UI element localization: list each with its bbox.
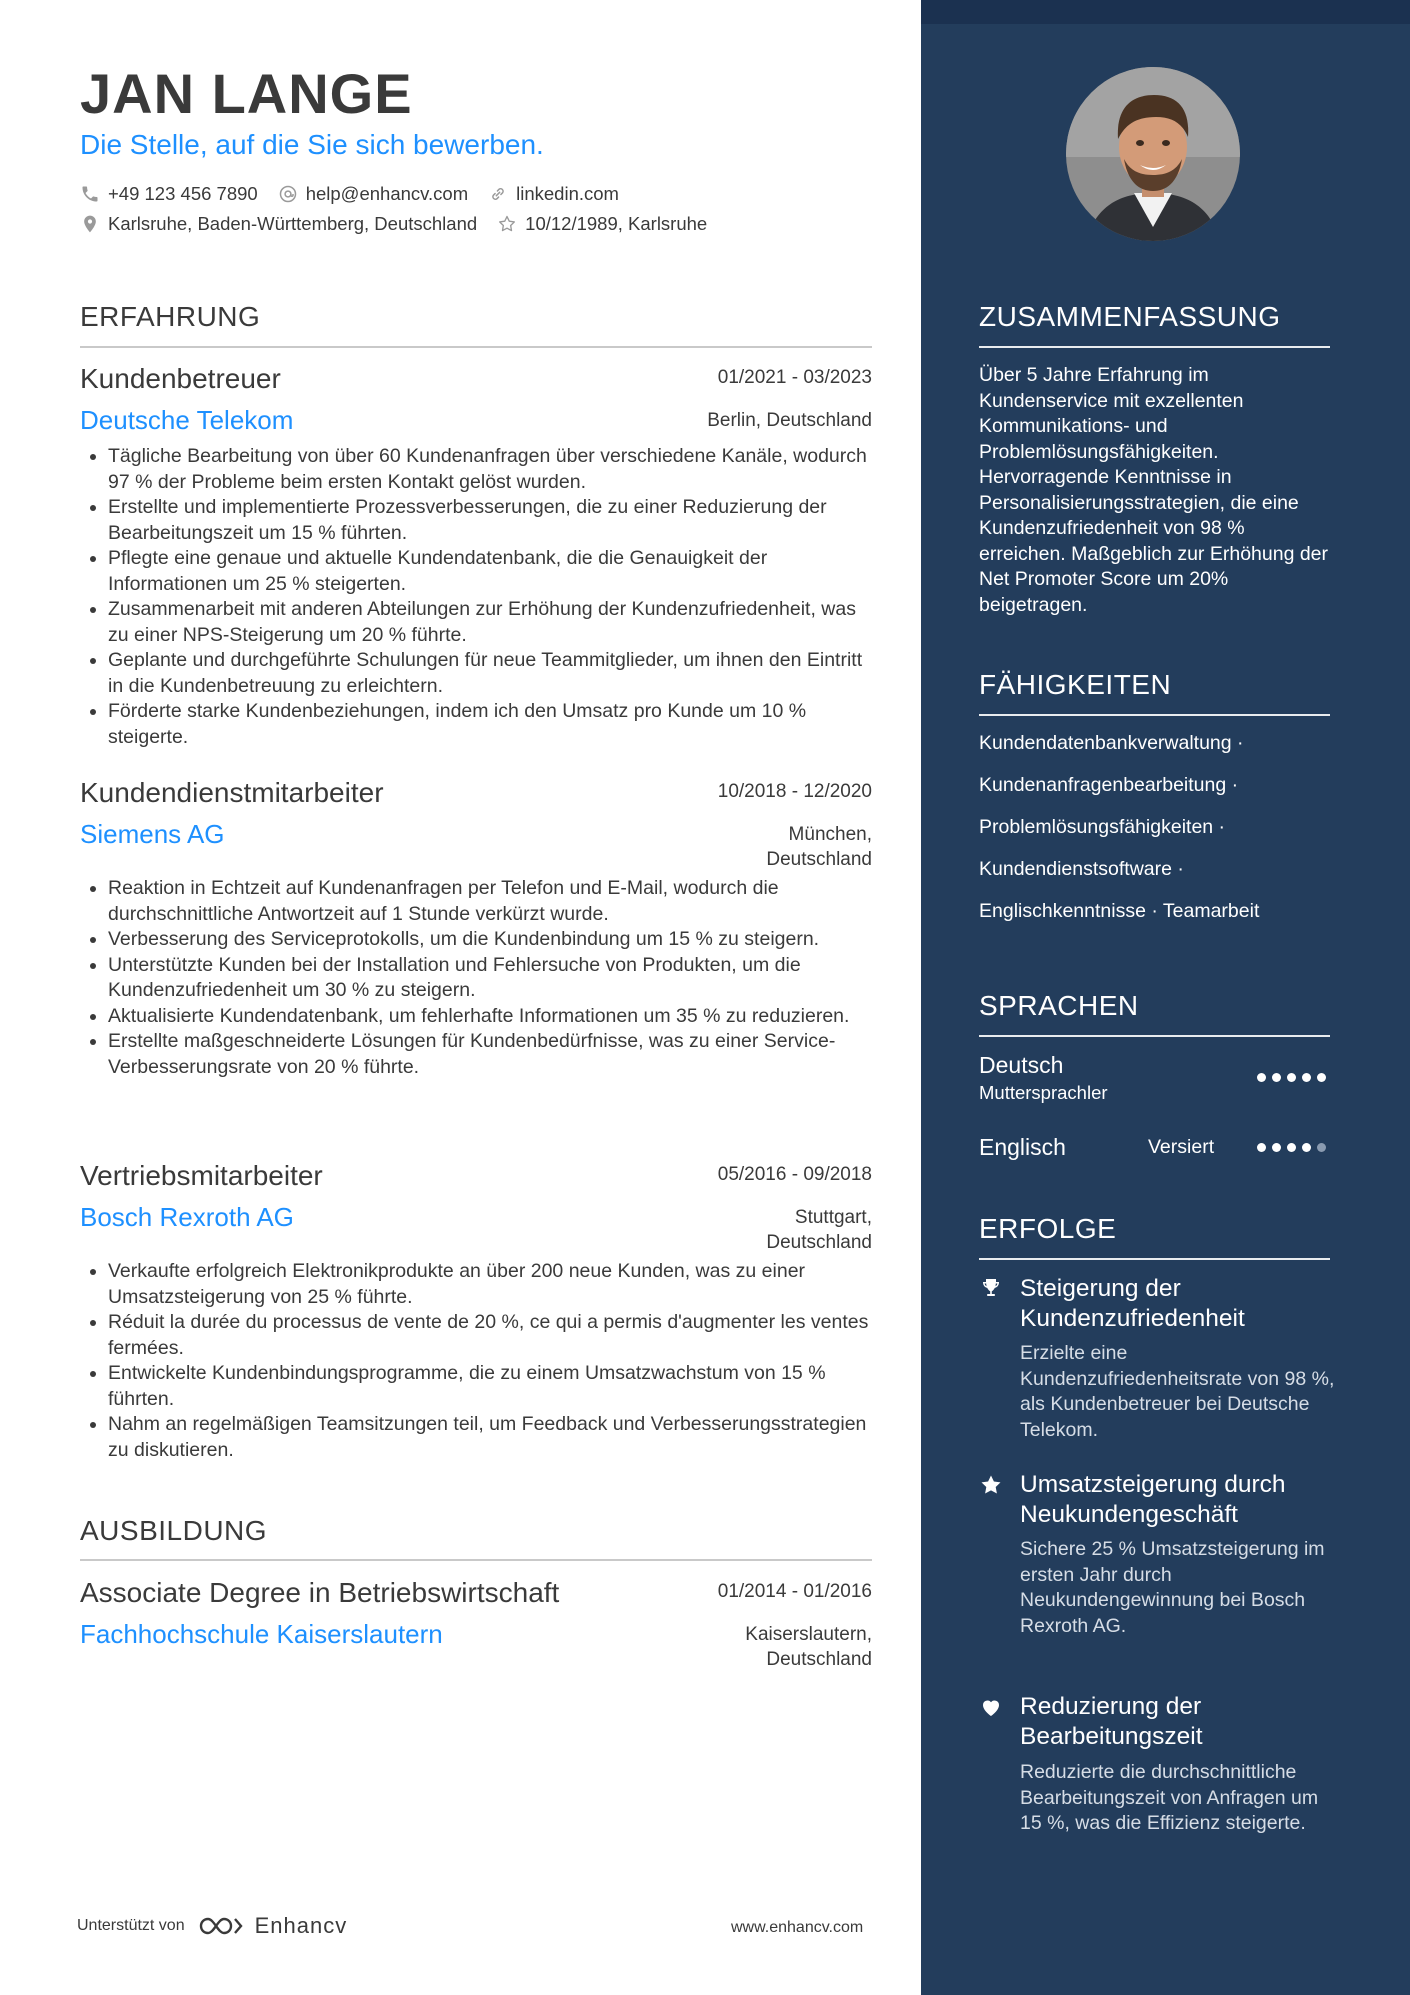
rating-dot-empty bbox=[1317, 1143, 1326, 1152]
language-rating bbox=[1257, 1143, 1332, 1152]
achievements-divider bbox=[979, 1258, 1330, 1260]
job-dates: 01/2021 - 03/2023 bbox=[717, 367, 872, 388]
bullet-item: • Nahm an regelmäßigen Teamsitzungen teil, um Feedback und Verbesserungsstrategien zu diskutieren. bbox=[108, 1412, 870, 1463]
achievement-title: Steigerung der Kundenzufriedenheit bbox=[1020, 1275, 1245, 1332]
rating-dot-filled bbox=[1302, 1143, 1311, 1152]
bullet-item: • Tägliche Bearbeitung von über 60 Kundenanfragen über verschiedene Kanäle, wodurch 97 % der Probleme beim ersten Kontakt gelöst wurden. bbox=[108, 444, 870, 495]
job-bullets bbox=[80, 876, 870, 1080]
rating-dot-filled bbox=[1272, 1143, 1281, 1152]
achievement-title: Umsatzsteigerung durch Neukundengeschäft bbox=[1020, 1471, 1286, 1528]
contact-row-1 bbox=[80, 182, 639, 206]
profile-photo bbox=[1066, 67, 1240, 241]
star-icon bbox=[979, 1473, 1003, 1497]
job-title: Vertriebsmitarbeiter bbox=[80, 1160, 323, 1191]
star-outline-icon bbox=[497, 214, 517, 234]
achievement-description: Erzielte eine Kundenzufriedenheitsrate von 98 %, als Kundenbetreuer bei Deutsche Telekom. bbox=[1020, 1342, 1335, 1441]
language-rating bbox=[1257, 1073, 1332, 1082]
email-text: help@enhancv.com bbox=[305, 183, 469, 204]
language-name: Deutsch bbox=[979, 1052, 1064, 1078]
job-entry bbox=[80, 362, 872, 752]
skills-section-title: FÄHIGKEITEN bbox=[979, 669, 1172, 700]
education-entry bbox=[80, 1576, 872, 1676]
contact-phone bbox=[80, 182, 258, 206]
linkedin-text: linkedin.com bbox=[516, 183, 619, 204]
heart-icon bbox=[979, 1695, 1003, 1719]
powered-by-text: Unterstützt von bbox=[77, 1917, 185, 1934]
bullet-item: • Entwickelte Kundenbindungsprogramme, die zu einem Umsatzwachstum von 15 % führten. bbox=[108, 1361, 870, 1412]
achievement-title: Reduzierung der Bearbeitungszeit bbox=[1020, 1693, 1203, 1750]
job-entry bbox=[80, 776, 872, 1136]
skill-line: Englischkenntnisse · Teamarbeit bbox=[979, 900, 1260, 922]
bullet-item: • Verbesserung des Serviceprotokolls, um die Kundenbindung um 15 % zu steigern. bbox=[108, 927, 870, 953]
bullet-item: • Geplante und durchgeführte Schulungen für neue Teammitglieder, um ihnen den Eintritt in die Kundenbetreuung zu erleichtern. bbox=[108, 648, 870, 699]
candidate-name: JAN LANGE bbox=[80, 62, 413, 125]
job-location: München, Deutschland bbox=[766, 824, 872, 870]
summary-section-title: ZUSAMMENFASSUNG bbox=[979, 301, 1281, 332]
languages-divider bbox=[979, 1035, 1330, 1037]
bullet-item: • Erstellte maßgeschneiderte Lösungen für Kundenbedürfnisse, was zu einer Service-Verbesserungsrate von 20 % führte. bbox=[108, 1029, 870, 1080]
location-text: Karlsruhe, Baden-Württemberg, Deutschland bbox=[108, 213, 478, 234]
education-divider bbox=[80, 1559, 872, 1561]
job-entry bbox=[80, 1159, 872, 1469]
at-icon bbox=[278, 184, 298, 204]
skill-line: Kundendatenbankverwaltung · bbox=[979, 732, 1244, 754]
skill-line: Problemlösungsfähigkeiten · bbox=[979, 816, 1226, 838]
rating-dot-filled bbox=[1257, 1143, 1266, 1152]
skills-divider bbox=[979, 714, 1330, 716]
contact-linkedin[interactable] bbox=[488, 182, 619, 206]
bullet-item: • Pflegte eine genaue und aktuelle Kundendatenbank, die die Genauigkeit der Informationen um 25 % steigerten. bbox=[108, 546, 870, 597]
rating-dot-filled bbox=[1287, 1073, 1296, 1082]
experience-divider bbox=[80, 346, 872, 348]
phone-text: +49 123 456 7890 bbox=[108, 183, 258, 204]
bullet-item: • Förderte starke Kundenbeziehungen, indem ich den Umsatz pro Kunde um 10 % steigerte. bbox=[108, 699, 870, 750]
enhancv-logo-icon bbox=[197, 1914, 245, 1938]
candidate-headline: Die Stelle, auf die Sie sich bewerben. bbox=[80, 129, 544, 160]
experience-section-title: ERFAHRUNG bbox=[80, 301, 261, 332]
birth-text: 10/12/1989, Karlsruhe bbox=[525, 213, 708, 234]
languages-section-title: SPRACHEN bbox=[979, 990, 1139, 1021]
language-name: Englisch bbox=[979, 1134, 1066, 1160]
link-icon bbox=[488, 184, 508, 204]
job-dates: 10/2018 - 12/2020 bbox=[717, 781, 872, 802]
contact-location bbox=[80, 212, 477, 236]
rating-dot-filled bbox=[1317, 1073, 1326, 1082]
education-location: Kaiserslautern, Deutschland bbox=[745, 1624, 872, 1670]
contact-row-2 bbox=[80, 212, 727, 236]
education-dates: 01/2014 - 01/2016 bbox=[717, 1581, 872, 1602]
sidebar bbox=[921, 0, 1410, 1995]
rating-dot-filled bbox=[1272, 1073, 1281, 1082]
contact-email[interactable] bbox=[278, 182, 468, 206]
bullet-item: • Verkaufte erfolgreich Elektronikprodukte an über 200 neue Kunden, was zu einer Umsatzsteigerung von 25 % führte. bbox=[108, 1259, 870, 1310]
summary-text: Über 5 Jahre Erfahrung im Kundenservice mit exzellenten Kommunikations- und Problemlösungsfähigkeiten. Hervorragende Kenntnisse in Personalisierungsstrategien, die eine Kundenzufriedenheit von 98 % erreichen. Maßgeblich zur Erhöhung der Net Promoter Score um 20% beigetragen. bbox=[979, 364, 1329, 616]
bullet-item: • Reaktion in Echtzeit auf Kundenanfragen per Telefon und E-Mail, wodurch die durchschnittliche Antwortzeit auf 1 Stunde verkürzt wurde. bbox=[108, 876, 870, 927]
job-company: Bosch Rexroth AG bbox=[80, 1202, 294, 1232]
summary-divider bbox=[979, 346, 1330, 348]
job-company: Siemens AG bbox=[80, 819, 225, 849]
job-location: Stuttgart, Deutschland bbox=[766, 1207, 872, 1253]
job-company: Deutsche Telekom bbox=[80, 405, 294, 435]
achievements-section-title: ERFOLGE bbox=[979, 1213, 1117, 1244]
job-title: Kundenbetreuer bbox=[80, 363, 281, 394]
job-location: Berlin, Deutschland bbox=[707, 410, 872, 431]
sidebar-top-bar bbox=[921, 0, 1410, 24]
rating-dot-filled bbox=[1257, 1073, 1266, 1082]
job-bullets bbox=[80, 444, 870, 750]
location-pin-icon bbox=[80, 214, 100, 234]
phone-icon bbox=[80, 184, 100, 204]
job-title: Kundendienstmitarbeiter bbox=[80, 777, 384, 808]
achievement-description: Sichere 25 % Umsatzsteigerung im ersten Jahr durch Neukundengewinnung bei Bosch Rexroth AG. bbox=[1020, 1538, 1325, 1637]
job-dates: 05/2016 - 09/2018 bbox=[717, 1164, 872, 1185]
bullet-item: • Zusammenarbeit mit anderen Abteilungen zur Erhöhung der Kundenzufriedenheit, was zu einer NPS-Steigerung um 20 % führte. bbox=[108, 597, 870, 648]
trophy-icon bbox=[979, 1276, 1003, 1300]
skill-line: Kundendienstsoftware · bbox=[979, 858, 1184, 880]
skill-line: Kundenanfragenbearbeitung · bbox=[979, 774, 1239, 796]
degree-title: Associate Degree in Betriebswirtschaft bbox=[80, 1577, 560, 1608]
rating-dot-filled bbox=[1302, 1073, 1311, 1082]
education-section-title: AUSBILDUNG bbox=[80, 1515, 268, 1546]
brand-name: Enhancv bbox=[254, 1913, 348, 1938]
rating-dot-filled bbox=[1287, 1143, 1296, 1152]
bullet-item: • Erstellte und implementierte Prozessverbesserungen, die zu einer Reduzierung der Bearbeitungszeit um 15 % führten. bbox=[108, 495, 870, 546]
language-level: Versiert bbox=[1148, 1136, 1215, 1158]
footer-url[interactable]: www.enhancv.com bbox=[731, 1919, 864, 1936]
bullet-item: • Réduit la durée du processus de vente de 20 %, ce qui a permis d'augmenter les ventes fermées. bbox=[108, 1310, 870, 1361]
job-bullets bbox=[80, 1259, 870, 1463]
contact-birth bbox=[497, 212, 707, 236]
bullet-item: • Unterstützte Kunden bei der Installation und Fehlersuche von Produkten, um die Kundenzufriedenheit um 30 % zu steigern. bbox=[108, 953, 870, 1004]
bullet-item: • Aktualisierte Kundendatenbank, um fehlerhafte Informationen um 35 % zu reduzieren. bbox=[108, 1004, 870, 1030]
school-name: Fachhochschule Kaiserslautern bbox=[80, 1619, 443, 1649]
achievement-description: Reduzierte die durchschnittliche Bearbeitungszeit von Anfragen um 15 %, was die Effizienz steigerte. bbox=[1020, 1761, 1319, 1834]
language-level: Muttersprachler bbox=[979, 1082, 1108, 1103]
footer-branding bbox=[77, 1913, 347, 1939]
